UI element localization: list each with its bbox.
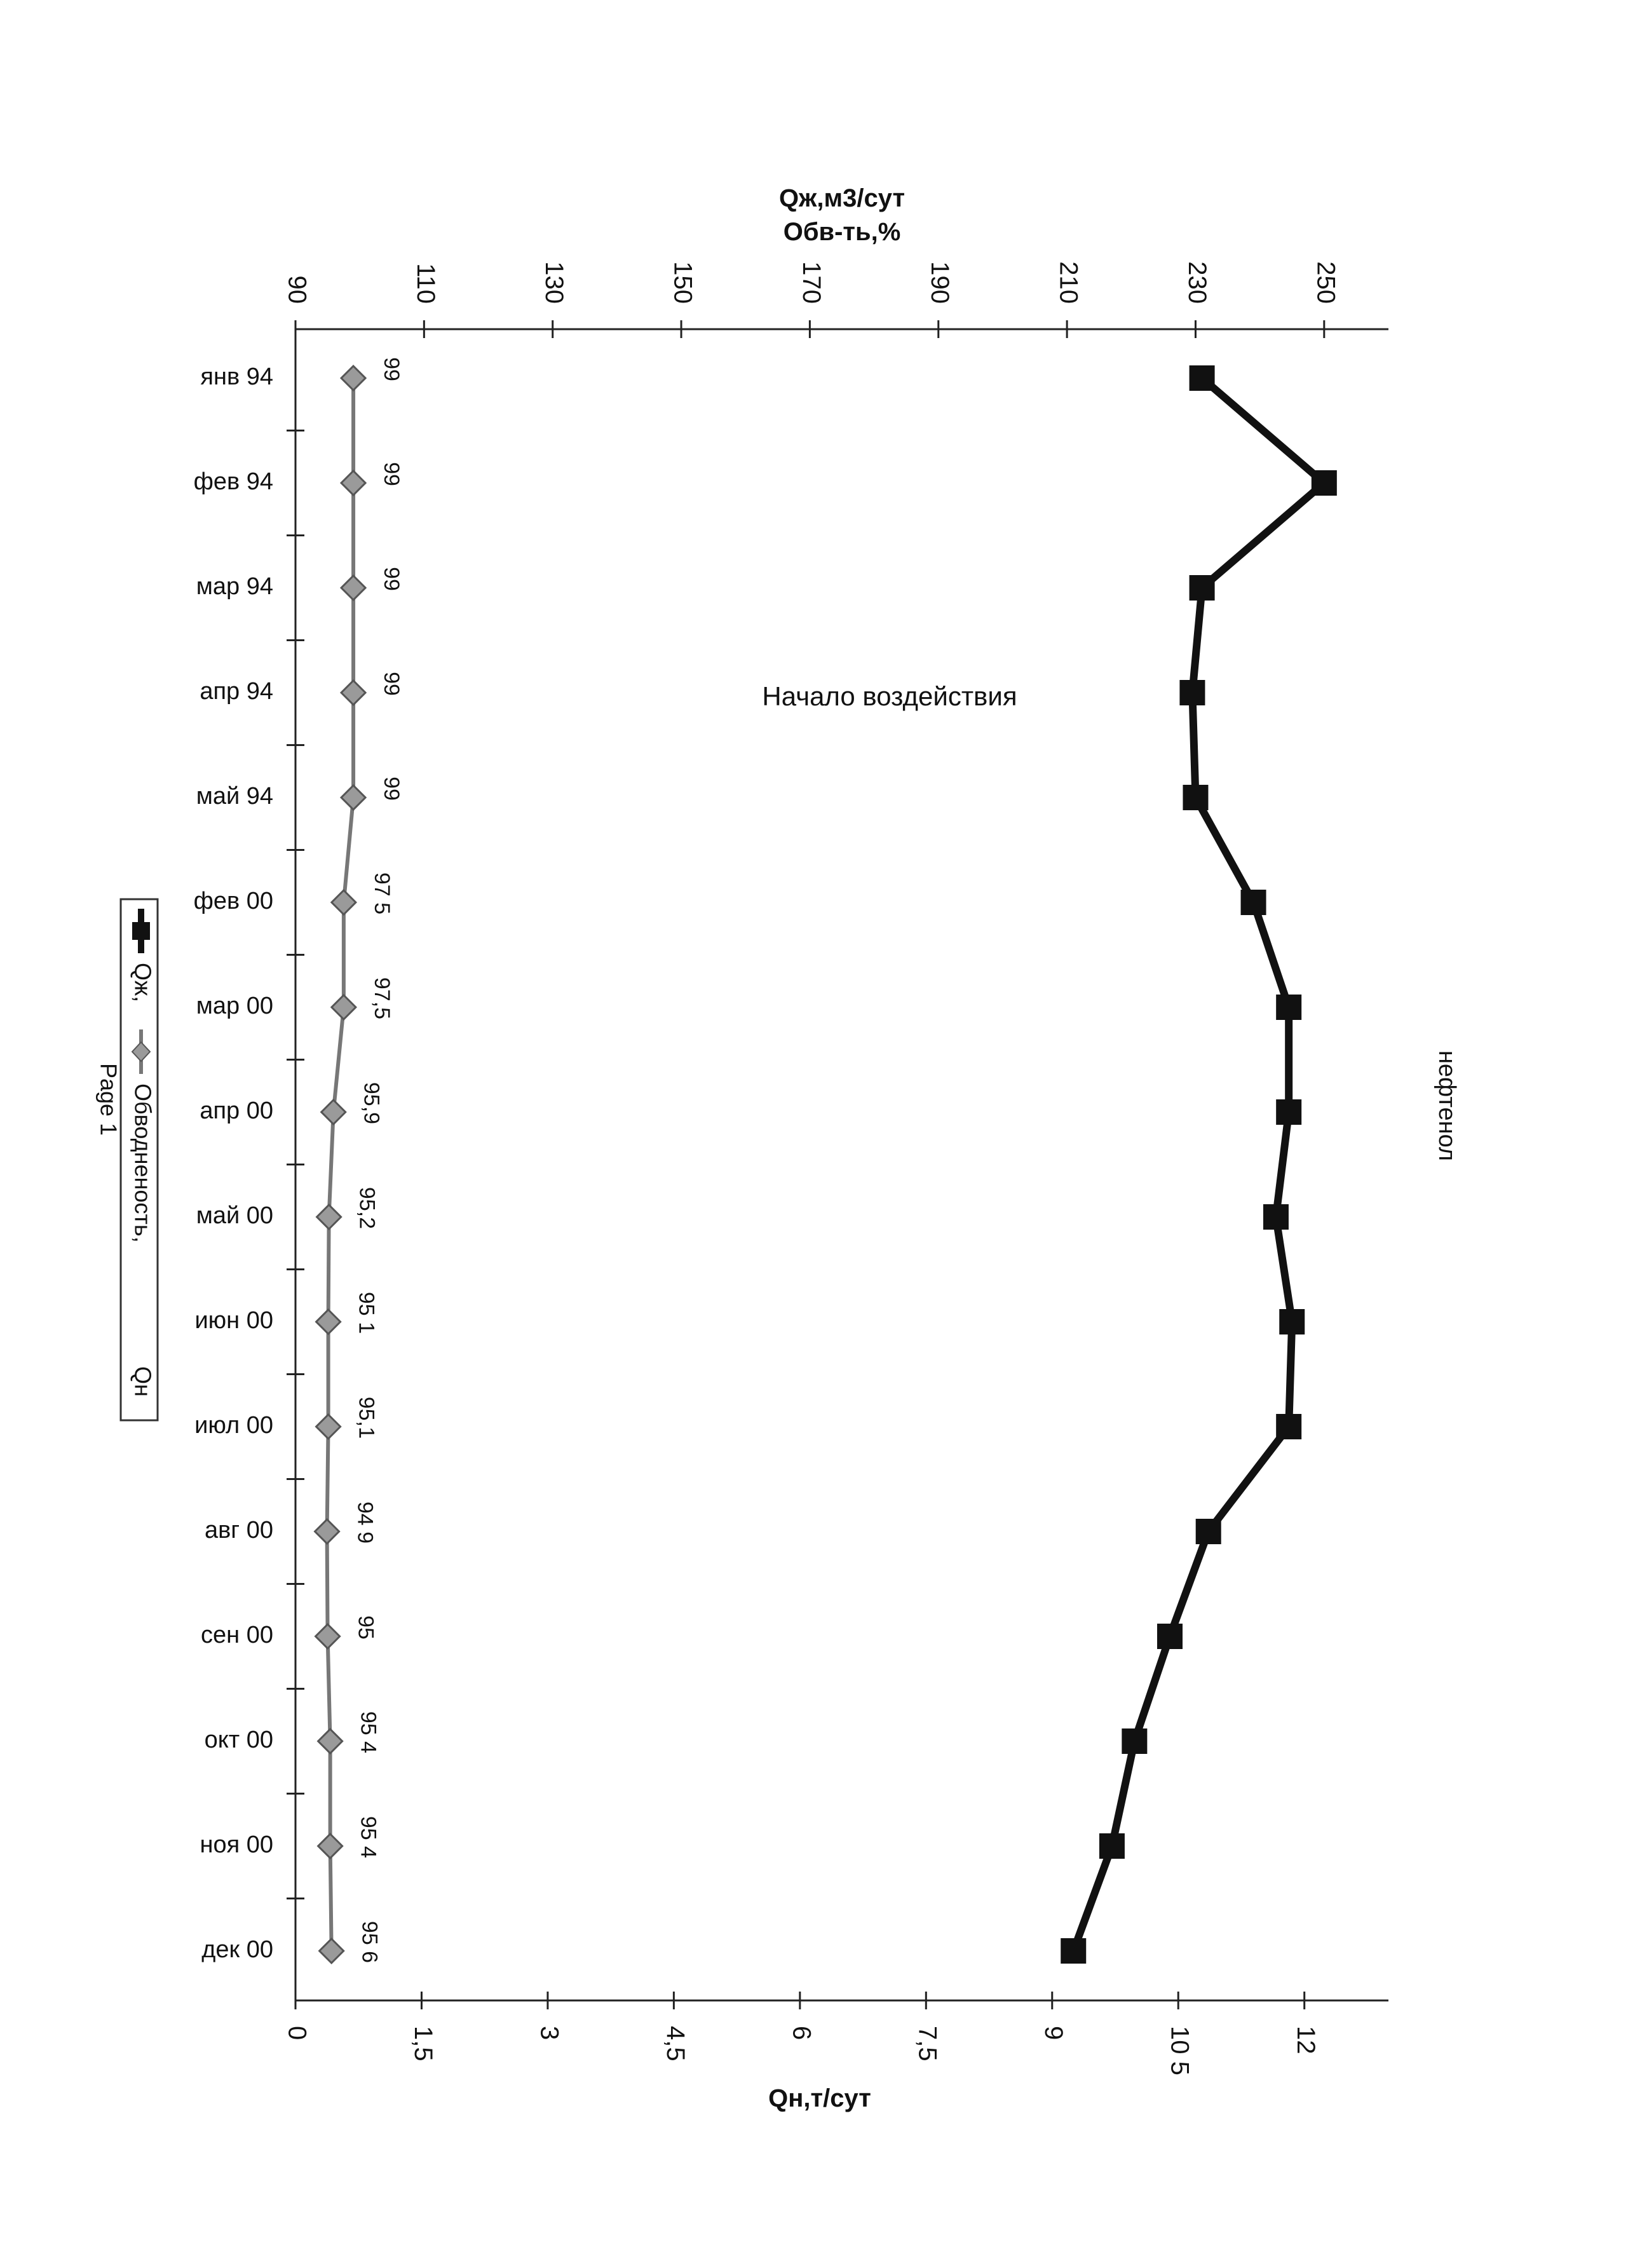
category-label: июл 00 [194,1412,273,1439]
liquid-point [1183,785,1208,810]
oil-axis-tick-label: 0 [283,2026,311,2041]
watercut-point [316,1624,340,1648]
liquid-point [1263,1204,1289,1230]
category-label: ноя 00 [200,1831,273,1859]
legend [121,899,158,1420]
liquid-point [1276,1099,1301,1125]
watercut-data-label: 99 [379,462,404,486]
watercut-data-label: 95 1 [354,1291,379,1334]
watercut-data-label: 99 [379,672,404,696]
watercut-data-label: 94 9 [353,1501,377,1544]
category-label: сен 00 [201,1622,273,1649]
watercut-point [341,785,365,810]
category-label: фев 94 [193,468,273,496]
watercut-point [318,1729,343,1753]
legend-liquid-marker [132,922,150,940]
liquid-axis-tick-label: 230 [1183,261,1211,304]
watercut-point [332,995,356,1019]
oil-axis-tick-label: 7,5 [913,2026,942,2061]
watercut-data-label: 95 [353,1615,378,1640]
oil-axis-tick-label: 10 5 [1165,2026,1194,2075]
text-layer [95,184,1460,2112]
liquid-axis-tick-label: 190 [926,261,954,304]
liquid-point [1279,1309,1305,1334]
annotation-start-of-treatment: Начало воздействия [762,681,1017,711]
liquid-axis-tick-label: 170 [797,261,825,304]
liquid-axis-tick-label: 110 [411,263,440,304]
watercut-data-label: 95 6 [357,1920,382,1964]
liquid-point [1276,1414,1301,1439]
plot-layer [287,320,1388,2009]
watercut-point [322,1100,346,1124]
category-label: янв 94 [200,363,273,391]
oil-axis-tick-label: 6 [787,2026,816,2041]
liquid-axis-tick-label: 250 [1312,261,1340,304]
liquid-point [1196,1519,1221,1544]
watercut-data-label: 95 4 [356,1816,381,1859]
oil-axis-title: Qн,т/сут [768,2084,871,2112]
liquid-point [1241,890,1266,915]
liquid-point [1122,1728,1147,1754]
legend-watercut-marker [132,1042,150,1061]
watercut-point [316,1415,341,1439]
legend-watercut-label: Обводненость, [130,1083,156,1243]
watercut-point [341,366,365,390]
category-label: окт 00 [204,1727,273,1754]
liquid-point [1157,1624,1183,1649]
liquid-axis-title: Qж,м3/сут [778,184,906,212]
liquid-axis-tick-label: 210 [1054,261,1083,304]
category-label: май 00 [196,1202,273,1230]
category-label: мар 94 [196,573,273,601]
watercut-point [316,1310,341,1334]
category-label: авг 00 [204,1517,273,1544]
watercut-point [320,1939,344,1963]
watercut-data-label: 97 5 [369,872,394,915]
watercut-point [341,471,365,495]
watercut-data-label: 99 [379,567,404,591]
series-line-liquid [1073,378,1324,1951]
liquid-axis-tick-label: 90 [283,275,311,304]
series-line-watercut [327,378,353,1951]
liquid-point [1061,1938,1086,1964]
side-note: нефтенол [1433,1050,1460,1162]
oil-axis-tick-label: 1,5 [409,2026,437,2061]
category-label: май 94 [196,783,273,810]
category-label: фев 00 [193,888,273,915]
category-label: дек 00 [201,1936,273,1964]
liquid-point [1179,680,1205,705]
watercut-data-label: 99 [379,357,404,381]
category-label: июн 00 [194,1307,273,1334]
liquid-point [1312,470,1337,496]
oil-axis-tick-label: 9 [1040,2026,1068,2041]
oil-axis-tick-label: 4,5 [661,2026,689,2061]
liquid-axis-tick-label: 130 [540,261,569,304]
liquid-axis-tick-label: 150 [668,261,697,304]
legend-oil-label: Qн [130,1366,156,1397]
watercut-point [332,890,356,914]
liquid-point [1190,365,1215,391]
watercut-data-label: 95,2 [355,1186,379,1230]
watercut-point [317,1205,341,1229]
watercut-point [315,1519,339,1544]
category-label: апр 00 [200,1097,273,1125]
watercut-data-label: 95,1 [354,1396,379,1439]
watercut-point [318,1834,343,1858]
legend-liquid-label: Qж, [130,963,156,1003]
watercut-point [341,681,365,705]
watercut-data-label: 99 [379,777,404,801]
oil-axis-tick-label: 12 [1292,2026,1320,2054]
liquid-point [1276,995,1301,1020]
watercut-point [341,576,365,600]
page-label: Page 1 [95,1063,122,1136]
watercut-data-label: 97,5 [369,977,394,1020]
liquid-axis-title-line2: Обв-ть,% [783,218,901,246]
watercut-data-label: 95 4 [356,1711,381,1754]
category-label: апр 94 [200,678,273,705]
watercut-data-label: 95,9 [359,1082,384,1125]
oil-axis-tick-label: 3 [535,2026,564,2041]
liquid-point [1190,575,1215,601]
category-label: мар 00 [196,993,273,1020]
liquid-point [1099,1833,1125,1859]
